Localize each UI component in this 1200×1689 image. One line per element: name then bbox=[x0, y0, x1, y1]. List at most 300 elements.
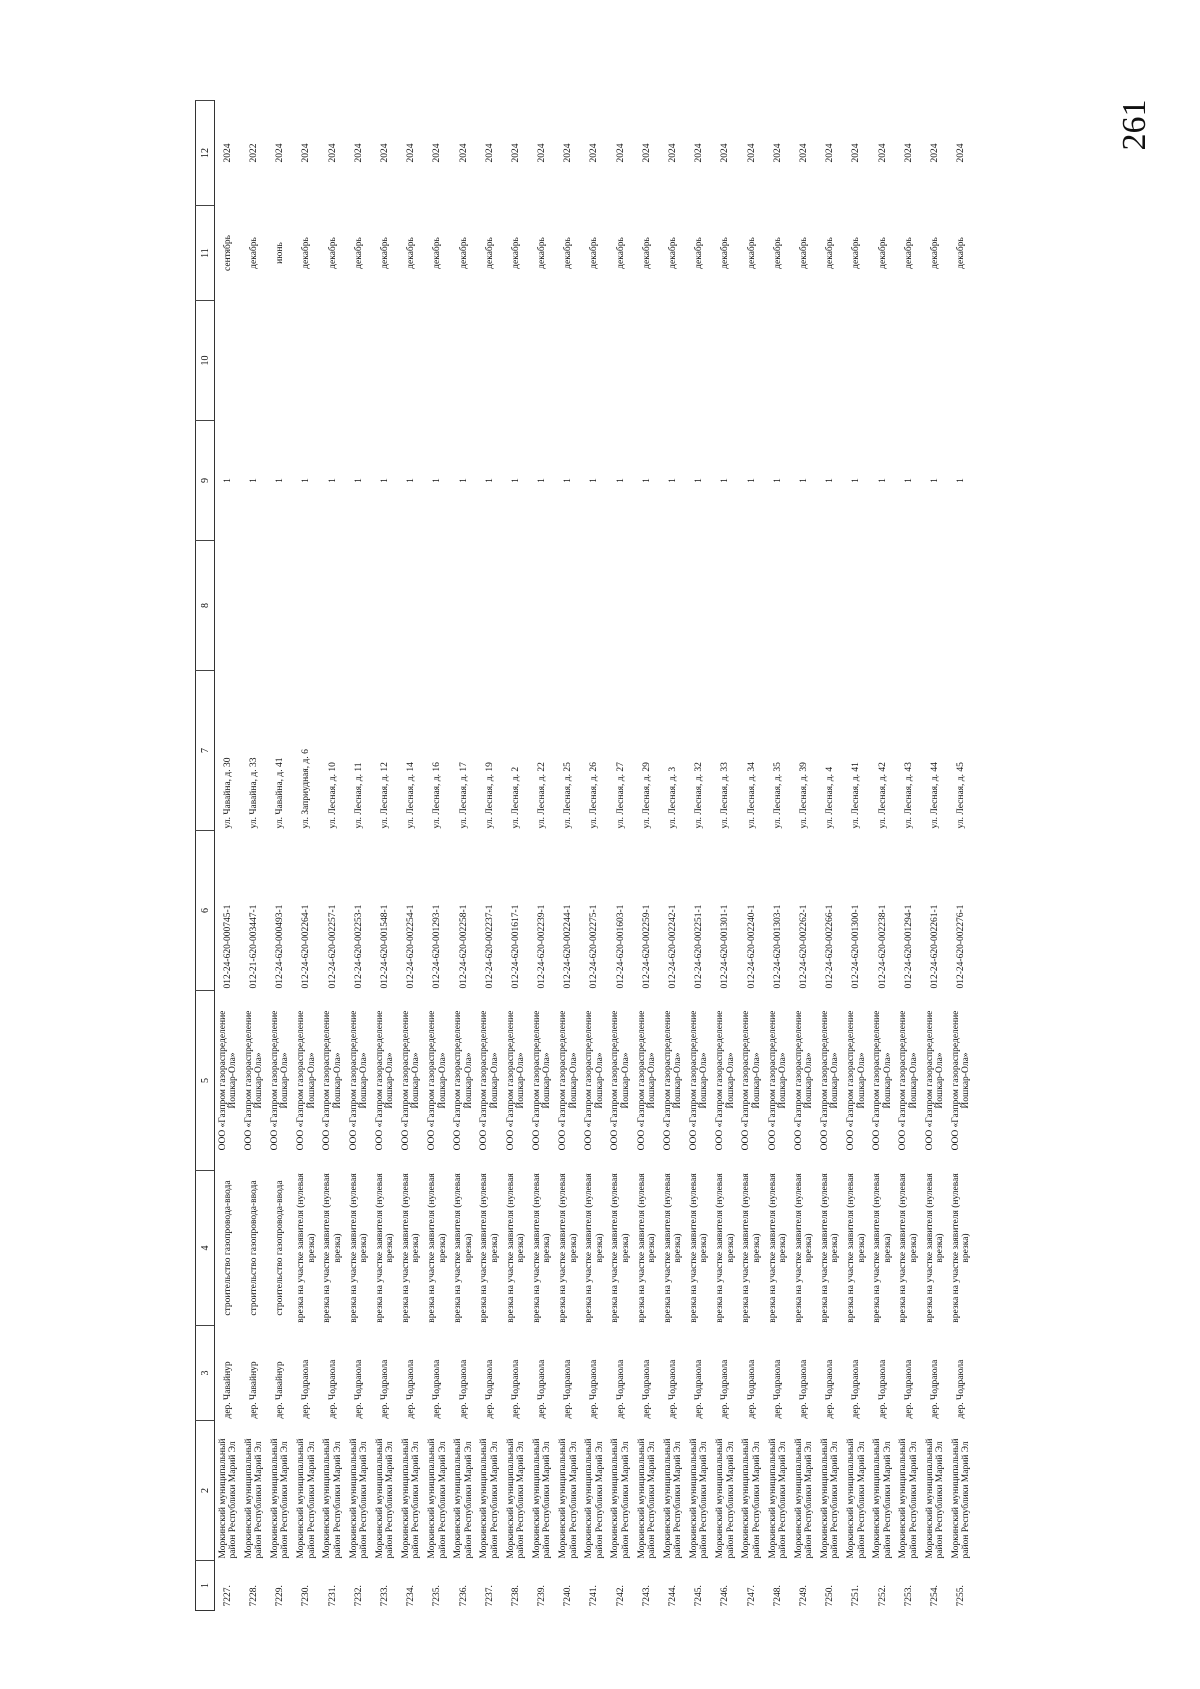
application-code-cell: 012-24-620-002264-1 bbox=[301, 904, 312, 989]
year-cell: 2024 bbox=[615, 143, 626, 163]
locality-cell: дер. Чодраюла bbox=[720, 1359, 731, 1419]
count-cell: 1 bbox=[798, 478, 809, 483]
column-8-cell bbox=[582, 541, 608, 671]
locality-cell: дер. Чодраюла bbox=[301, 1359, 312, 1419]
count-cell: 1 bbox=[851, 478, 862, 483]
application-code-cell: 012-24-620-002239-1 bbox=[537, 904, 548, 989]
work-type-cell: врезка на участке заявителя (нулевая врезка) bbox=[688, 1173, 710, 1323]
district-cell: Моркинский муниципальный район Республики Марий Эл bbox=[662, 1438, 684, 1559]
column-10-cell bbox=[294, 301, 320, 421]
locality-cell: дер. Чодраюла bbox=[353, 1359, 364, 1419]
header-row bbox=[196, 101, 215, 1611]
row-number: 7244. bbox=[668, 1585, 679, 1607]
count-cell: 1 bbox=[929, 478, 940, 483]
year-cell: 2024 bbox=[877, 143, 888, 163]
locality-cell: дер. Чодраюла bbox=[929, 1359, 940, 1419]
column-10-cell bbox=[922, 301, 948, 421]
column-8-cell bbox=[346, 541, 372, 671]
locality-cell: дер. Чодраюла bbox=[956, 1359, 967, 1419]
count-cell: 1 bbox=[222, 478, 233, 483]
work-type-cell: врезка на участке заявителя (нулевая врезка) bbox=[296, 1173, 317, 1323]
organization-cell: ООО «Газпром газораспределение Йошкар-Ола» bbox=[846, 1010, 867, 1151]
month-cell: декабрь bbox=[772, 237, 783, 269]
column-10-cell bbox=[896, 301, 922, 421]
year-cell: 2024 bbox=[641, 143, 652, 163]
table-row bbox=[503, 101, 529, 1611]
address-cell: ул. Лесная, д. 25 bbox=[563, 762, 574, 829]
column-10-cell bbox=[660, 301, 686, 421]
count-cell: 1 bbox=[379, 478, 390, 483]
locality-cell: дер. Чодраюла bbox=[484, 1359, 495, 1419]
district-cell: Моркинский муниципальный район Республики Марий Эл bbox=[741, 1438, 762, 1559]
address-cell: ул. Лесная, д. 22 bbox=[537, 762, 548, 829]
work-type-cell: врезка на участке заявителя (нулевая врезка) bbox=[374, 1173, 396, 1323]
month-cell: декабрь bbox=[877, 237, 888, 269]
table-row bbox=[372, 101, 398, 1611]
rotated-table-container bbox=[195, 101, 972, 1611]
address-cell: ул. Лесная, д. 44 bbox=[929, 762, 940, 829]
locality-cell: дер. Чодраюла bbox=[668, 1359, 679, 1419]
row-number: 7234. bbox=[406, 1585, 417, 1607]
locality-cell: дер. Чодраюла bbox=[537, 1359, 548, 1419]
column-10-cell bbox=[529, 301, 555, 421]
column-10-cell bbox=[844, 301, 870, 421]
column-8-cell bbox=[896, 541, 922, 671]
row-number: 7233. bbox=[379, 1585, 390, 1607]
table-row bbox=[713, 101, 739, 1611]
column-8-cell bbox=[555, 541, 581, 671]
year-cell: 2024 bbox=[406, 143, 417, 163]
table-row bbox=[844, 101, 870, 1611]
locality-cell: дер. Чодраюла bbox=[641, 1359, 652, 1419]
district-cell: Моркинский муниципальный район Республики Марий Эл bbox=[217, 1438, 239, 1559]
organization-cell: ООО «Газпром газораспределение Йошкар-Ола» bbox=[400, 1010, 422, 1151]
district-cell: Моркинский муниципальный район Республики Марий Эл bbox=[427, 1438, 448, 1559]
application-code-cell: 012-24-620-001293-1 bbox=[432, 904, 443, 989]
application-code-cell: 012-24-620-002261-1 bbox=[929, 904, 940, 989]
organization-cell: ООО «Газпром газораспределение Йошкар-Ола» bbox=[898, 1010, 919, 1151]
locality-cell: дер. Чодраюла bbox=[589, 1359, 600, 1419]
application-code-cell: 012-24-620-002238-1 bbox=[877, 904, 888, 989]
count-cell: 1 bbox=[615, 478, 626, 483]
row-number: 7240. bbox=[563, 1585, 574, 1607]
work-type-cell: врезка на участке заявителя (нулевая врезка) bbox=[872, 1173, 893, 1323]
row-number: 7239. bbox=[537, 1585, 548, 1607]
count-cell: 1 bbox=[510, 478, 521, 483]
year-cell: 2024 bbox=[537, 143, 548, 163]
locality-cell: дер. Чодраюла bbox=[432, 1359, 443, 1419]
year-cell: 2024 bbox=[458, 143, 469, 163]
year-cell: 2024 bbox=[563, 143, 574, 163]
work-type-cell: врезка на участке заявителя (нулевая врезка) bbox=[662, 1173, 684, 1323]
row-number: 7230. bbox=[301, 1585, 312, 1607]
month-cell: декабрь bbox=[484, 237, 495, 269]
row-number: 7231. bbox=[327, 1585, 338, 1607]
month-cell: декабрь bbox=[798, 237, 809, 269]
address-cell: ул. Лесная, д. 32 bbox=[694, 762, 705, 829]
organization-cell: ООО «Газпром газораспределение Йошкар-Ола» bbox=[793, 1010, 815, 1151]
year-cell: 2024 bbox=[798, 143, 809, 163]
column-8-cell bbox=[686, 541, 712, 671]
district-cell: Моркинский муниципальный район Республики Марий Эл bbox=[584, 1438, 605, 1559]
column-8-cell bbox=[634, 541, 660, 671]
row-number: 7248. bbox=[772, 1585, 783, 1607]
row-number: 7249. bbox=[798, 1585, 809, 1607]
month-cell: декабрь bbox=[903, 237, 914, 269]
address-cell: ул. Лесная, д. 26 bbox=[589, 762, 600, 829]
organization-cell: ООО «Газпром газораспределение Йошкар-Ола» bbox=[374, 1010, 396, 1151]
organization-cell: ООО «Газпром газораспределение Йошкар-Ола» bbox=[479, 1010, 500, 1151]
month-cell: декабрь bbox=[353, 237, 364, 269]
table-row bbox=[241, 101, 267, 1611]
month-cell: декабрь bbox=[563, 237, 574, 269]
column-8-cell bbox=[529, 541, 555, 671]
column-10-cell bbox=[582, 301, 608, 421]
table-row bbox=[425, 101, 451, 1611]
page-number: 261 bbox=[1116, 99, 1153, 151]
column-header-12: 12 bbox=[196, 101, 215, 206]
application-code-cell: 012-24-620-002237-1 bbox=[484, 904, 495, 989]
column-8-cell bbox=[320, 541, 346, 671]
district-cell: Моркинский муниципальный район Республики Марий Эл bbox=[846, 1438, 867, 1559]
row-number: 7247. bbox=[746, 1585, 757, 1607]
column-8-cell bbox=[241, 541, 267, 671]
month-cell: декабрь bbox=[851, 237, 862, 269]
district-cell: Моркинский муниципальный район Республики Марий Эл bbox=[610, 1438, 631, 1559]
column-8-cell bbox=[372, 541, 398, 671]
count-cell: 1 bbox=[903, 478, 914, 483]
table-row bbox=[582, 101, 608, 1611]
application-code-cell: 012-24-620-000493-1 bbox=[275, 904, 286, 989]
row-number: 7250. bbox=[825, 1585, 836, 1607]
application-code-cell: 012-24-620-001548-1 bbox=[379, 904, 390, 989]
address-cell: ул. Лесная, д. 42 bbox=[877, 762, 888, 829]
row-number: 7242. bbox=[615, 1585, 626, 1607]
locality-cell: дер. Чодраюла bbox=[825, 1359, 836, 1419]
table-row bbox=[791, 101, 817, 1611]
column-header-5: 5 bbox=[196, 991, 215, 1171]
work-type-cell: врезка на участке заявителя (нулевая врезка) bbox=[924, 1173, 946, 1323]
address-cell: ул. Лесная, д. 19 bbox=[484, 762, 495, 829]
organization-cell: ООО «Газпром газораспределение Йошкар-Ола» bbox=[872, 1010, 893, 1151]
column-10-cell bbox=[634, 301, 660, 421]
district-cell: Моркинский муниципальный район Республики Марий Эл bbox=[924, 1438, 946, 1559]
organization-cell: ООО «Газпром газораспределение Йошкар-Ола» bbox=[505, 1010, 527, 1151]
column-header-8: 8 bbox=[196, 541, 215, 671]
table-row bbox=[529, 101, 555, 1611]
month-cell: сентябрь bbox=[222, 235, 233, 271]
work-type-cell: врезка на участке заявителя (нулевая врезка) bbox=[427, 1173, 448, 1323]
row-number: 7243. bbox=[641, 1585, 652, 1607]
address-cell: ул. Чавайна, д. 30 bbox=[222, 757, 233, 829]
organization-cell: ООО «Газпром газораспределение Йошкар-Ола» bbox=[950, 1010, 972, 1151]
district-cell: Моркинский муниципальный район Республики Марий Эл bbox=[767, 1438, 789, 1559]
column-8-cell bbox=[948, 541, 974, 671]
row-number: 7232. bbox=[353, 1585, 364, 1607]
column-8-cell bbox=[660, 541, 686, 671]
table-row bbox=[870, 101, 896, 1611]
count-cell: 1 bbox=[746, 478, 757, 483]
district-cell: Моркинский муниципальный район Республики Марий Эл bbox=[636, 1438, 658, 1559]
column-10-cell bbox=[503, 301, 529, 421]
application-code-cell: 012-24-620-002257-1 bbox=[327, 904, 338, 989]
month-cell: декабрь bbox=[327, 237, 338, 269]
organization-cell: ООО «Газпром газораспределение Йошкар-Ола» bbox=[662, 1010, 684, 1151]
column-header-9: 9 bbox=[196, 421, 215, 541]
district-cell: Моркинский муниципальный район Республики Марий Эл bbox=[898, 1438, 919, 1559]
locality-cell: дер. Чодраюла bbox=[798, 1359, 809, 1419]
year-cell: 2024 bbox=[589, 143, 600, 163]
work-type-cell: врезка на участке заявителя (нулевая врезка) bbox=[453, 1173, 474, 1323]
row-number: 7229. bbox=[275, 1585, 286, 1607]
year-cell: 2024 bbox=[327, 143, 338, 163]
work-type-cell: врезка на участке заявителя (нулевая врезка) bbox=[846, 1173, 867, 1323]
year-cell: 2024 bbox=[903, 143, 914, 163]
column-10-cell bbox=[555, 301, 581, 421]
work-type-cell: врезка на участке заявителя (нулевая врезка) bbox=[479, 1173, 500, 1323]
column-10-cell bbox=[215, 301, 242, 421]
address-cell: ул. Лесная, д. 3 bbox=[668, 766, 679, 829]
table-body bbox=[215, 101, 975, 1611]
year-cell: 2024 bbox=[720, 143, 731, 163]
application-code-cell: 012-24-620-002258-1 bbox=[458, 904, 469, 989]
work-type-cell: врезка на участке заявителя (нулевая врезка) bbox=[950, 1173, 972, 1323]
year-cell: 2024 bbox=[668, 143, 679, 163]
work-type-cell: врезка на участке заявителя (нулевая врезка) bbox=[531, 1173, 553, 1323]
row-number: 7236. bbox=[458, 1585, 469, 1607]
table-row bbox=[896, 101, 922, 1611]
table-row bbox=[346, 101, 372, 1611]
count-cell: 1 bbox=[589, 478, 600, 483]
organization-cell: ООО «Газпром газораспределение Йошкар-Ола» bbox=[243, 1010, 265, 1151]
organization-cell: ООО «Газпром газораспределение Йошкар-Ола» bbox=[217, 1010, 239, 1151]
work-type-cell: врезка на участке заявителя (нулевая врезка) bbox=[558, 1173, 579, 1323]
count-cell: 1 bbox=[275, 478, 286, 483]
column-8-cell bbox=[477, 541, 503, 671]
address-cell: ул. Чавайна, д. 33 bbox=[249, 757, 260, 829]
table-row bbox=[451, 101, 477, 1611]
locality-cell: дер. Чодраюла bbox=[903, 1359, 914, 1419]
application-code-cell: 012-24-620-002240-1 bbox=[746, 904, 757, 989]
work-type-cell: врезка на участке заявителя (нулевая врезка) bbox=[819, 1173, 841, 1323]
work-type-cell: врезка на участке заявителя (нулевая врезка) bbox=[741, 1173, 762, 1323]
address-cell: ул. Лесная, д. 16 bbox=[432, 762, 443, 829]
year-cell: 2024 bbox=[379, 143, 390, 163]
year-cell: 2024 bbox=[772, 143, 783, 163]
organization-cell: ООО «Газпром газораспределение Йошкар-Ола» bbox=[767, 1010, 789, 1151]
organization-cell: ООО «Газпром газораспределение Йошкар-Ола» bbox=[819, 1010, 841, 1151]
address-cell: ул. Лесная, д. 34 bbox=[746, 762, 757, 829]
district-cell: Моркинский муниципальный район Республики Марий Эл bbox=[505, 1438, 527, 1559]
address-cell: ул. Лесная, д. 43 bbox=[903, 762, 914, 829]
work-type-cell: врезка на участке заявителя (нулевая врезка) bbox=[505, 1173, 527, 1323]
locality-cell: дер. Чодраюла bbox=[406, 1359, 417, 1419]
column-10-cell bbox=[267, 301, 293, 421]
organization-cell: ООО «Газпром газораспределение Йошкар-Ола» bbox=[610, 1010, 631, 1151]
count-cell: 1 bbox=[301, 478, 312, 483]
table-row bbox=[660, 101, 686, 1611]
column-10-cell bbox=[791, 301, 817, 421]
month-cell: декабрь bbox=[929, 237, 940, 269]
count-cell: 1 bbox=[694, 478, 705, 483]
column-header-1: 1 bbox=[196, 1561, 215, 1611]
year-cell: 2024 bbox=[510, 143, 521, 163]
locality-cell: дер. Чодраюла bbox=[615, 1359, 626, 1419]
table-row bbox=[267, 101, 293, 1611]
address-cell: ул. Заприудная, д. 6 bbox=[301, 749, 312, 829]
application-code-cell: 012-24-620-002244-1 bbox=[563, 904, 574, 989]
month-cell: декабрь bbox=[510, 237, 521, 269]
locality-cell: дер. Чодраюла bbox=[563, 1359, 574, 1419]
year-cell: 2024 bbox=[432, 143, 443, 163]
district-cell: Моркинский муниципальный район Республики Марий Эл bbox=[950, 1438, 972, 1559]
table-row bbox=[948, 101, 974, 1611]
locality-cell: дер. Чодраюла bbox=[877, 1359, 888, 1419]
organization-cell: ООО «Газпром газораспределение Йошкар-Ола» bbox=[688, 1010, 710, 1151]
district-cell: Моркинский муниципальный район Республики Марий Эл bbox=[531, 1438, 553, 1559]
application-code-cell: 012-24-620-002259-1 bbox=[641, 904, 652, 989]
month-cell: декабрь bbox=[249, 237, 260, 269]
row-number: 7253. bbox=[903, 1585, 914, 1607]
address-cell: ул. Лесная, д. 2 bbox=[510, 766, 521, 829]
column-header-7: 7 bbox=[196, 671, 215, 831]
table-row bbox=[320, 101, 346, 1611]
year-cell: 2024 bbox=[301, 143, 312, 163]
work-type-cell: строительство газопровода-ввода bbox=[275, 1180, 286, 1316]
column-10-cell bbox=[398, 301, 424, 421]
organization-cell: ООО «Газпром газораспределение Йошкар-Ола» bbox=[924, 1010, 946, 1151]
organization-cell: ООО «Газпром газораспределение Йошкар-Ола» bbox=[715, 1010, 736, 1151]
count-cell: 1 bbox=[641, 478, 652, 483]
work-type-cell: врезка на участке заявителя (нулевая врезка) bbox=[898, 1173, 919, 1323]
column-8-cell bbox=[765, 541, 791, 671]
month-cell: декабрь bbox=[615, 237, 626, 269]
month-cell: декабрь bbox=[379, 237, 390, 269]
organization-cell: ООО «Газпром газораспределение Йошкар-Ола» bbox=[269, 1010, 291, 1151]
district-cell: Моркинский муниципальный район Республики Марий Эл bbox=[715, 1438, 736, 1559]
month-cell: декабрь bbox=[458, 237, 469, 269]
work-type-cell: строительство газопровода-ввода bbox=[249, 1180, 260, 1316]
month-cell: декабрь bbox=[301, 237, 312, 269]
organization-cell: ООО «Газпром газораспределение Йошкар-Ола» bbox=[427, 1010, 448, 1151]
work-type-cell: врезка на участке заявителя (нулевая врезка) bbox=[610, 1173, 631, 1323]
district-cell: Моркинский муниципальный район Республики Марий Эл bbox=[819, 1438, 841, 1559]
application-code-cell: 012-24-620-001301-1 bbox=[720, 904, 731, 989]
column-header-3: 3 bbox=[196, 1326, 215, 1421]
application-code-cell: 012-24-620-002275-1 bbox=[589, 904, 600, 989]
count-cell: 1 bbox=[249, 478, 260, 483]
table-row bbox=[739, 101, 765, 1611]
application-code-cell: 012-24-620-001603-1 bbox=[615, 904, 626, 989]
column-8-cell bbox=[713, 541, 739, 671]
address-cell: ул. Лесная, д. 29 bbox=[641, 762, 652, 829]
district-cell: Моркинский муниципальный район Республики Марий Эл bbox=[479, 1438, 500, 1559]
table-row bbox=[817, 101, 843, 1611]
application-code-cell: 012-24-620-001300-1 bbox=[851, 904, 862, 989]
month-cell: декабрь bbox=[537, 237, 548, 269]
column-header-11: 11 bbox=[196, 206, 215, 301]
count-cell: 1 bbox=[563, 478, 574, 483]
column-10-cell bbox=[870, 301, 896, 421]
count-cell: 1 bbox=[406, 478, 417, 483]
application-code-cell: 012-24-620-001303-1 bbox=[772, 904, 783, 989]
application-code-cell: 012-24-620-001294-1 bbox=[903, 904, 914, 989]
column-10-cell bbox=[817, 301, 843, 421]
work-type-cell: строительство газопровода-ввода bbox=[222, 1180, 233, 1316]
year-cell: 2022 bbox=[249, 143, 260, 163]
address-cell: ул. Лесная, д. 27 bbox=[615, 762, 626, 829]
work-type-cell: врезка на участке заявителя (нулевая врезка) bbox=[400, 1173, 422, 1323]
count-cell: 1 bbox=[458, 478, 469, 483]
column-8-cell bbox=[294, 541, 320, 671]
organization-cell: ООО «Газпром газораспределение Йошкар-Ола» bbox=[636, 1010, 658, 1151]
year-cell: 2024 bbox=[851, 143, 862, 163]
work-type-cell: врезка на участке заявителя (нулевая врезка) bbox=[715, 1173, 736, 1323]
district-cell: Моркинский муниципальный район Республики Марий Эл bbox=[793, 1438, 815, 1559]
month-cell: декабрь bbox=[746, 237, 757, 269]
address-cell: ул. Лесная, д. 39 bbox=[798, 762, 809, 829]
column-10-cell bbox=[346, 301, 372, 421]
month-cell: декабрь bbox=[589, 237, 600, 269]
table-row bbox=[686, 101, 712, 1611]
column-header-2: 2 bbox=[196, 1421, 215, 1561]
district-cell: Моркинский муниципальный район Республики Марий Эл bbox=[558, 1438, 579, 1559]
organization-cell: ООО «Газпром газораспределение Йошкар-Ола» bbox=[348, 1010, 370, 1151]
column-10-cell bbox=[739, 301, 765, 421]
column-10-cell bbox=[241, 301, 267, 421]
column-8-cell bbox=[267, 541, 293, 671]
organization-cell: ООО «Газпром газораспределение Йошкар-Ола» bbox=[558, 1010, 579, 1151]
address-cell: ул. Лесная, д. 41 bbox=[851, 762, 862, 829]
column-10-cell bbox=[320, 301, 346, 421]
locality-cell: дер. Чавайнур bbox=[275, 1361, 286, 1419]
month-cell: декабрь bbox=[720, 237, 731, 269]
column-8-cell bbox=[844, 541, 870, 671]
district-cell: Моркинский муниципальный район Республики Марий Эл bbox=[374, 1438, 396, 1559]
count-cell: 1 bbox=[956, 478, 967, 483]
column-10-cell bbox=[451, 301, 477, 421]
locality-cell: дер. Чавайнур bbox=[249, 1361, 260, 1419]
row-number: 7245. bbox=[694, 1585, 705, 1607]
table-row bbox=[608, 101, 634, 1611]
locality-cell: дер. Чодраюла bbox=[851, 1359, 862, 1419]
organization-cell: ООО «Газпром газораспределение Йошкар-Ола» bbox=[531, 1010, 553, 1151]
work-type-cell: врезка на участке заявителя (нулевая врезка) bbox=[767, 1173, 789, 1323]
row-number: 7241. bbox=[589, 1585, 600, 1607]
row-number: 7235. bbox=[432, 1585, 443, 1607]
table-row bbox=[477, 101, 503, 1611]
row-number: 7228. bbox=[249, 1585, 260, 1607]
column-8-cell bbox=[503, 541, 529, 671]
column-10-cell bbox=[713, 301, 739, 421]
locality-cell: дер. Чодраюла bbox=[510, 1359, 521, 1419]
column-8-cell bbox=[425, 541, 451, 671]
locality-cell: дер. Чодраюла bbox=[772, 1359, 783, 1419]
application-code-cell: 012-24-620-000745-1 bbox=[222, 904, 233, 989]
application-code-cell: 012-24-620-001617-1 bbox=[510, 904, 521, 989]
work-type-cell: врезка на участке заявителя (нулевая врезка) bbox=[348, 1173, 370, 1323]
row-number: 7252. bbox=[877, 1585, 888, 1607]
application-code-cell: 012-24-620-002254-1 bbox=[406, 904, 417, 989]
table-row bbox=[294, 101, 320, 1611]
organization-cell: ООО «Газпром газораспределение Йошкар-Ола» bbox=[584, 1010, 605, 1151]
table-row bbox=[634, 101, 660, 1611]
district-cell: Моркинский муниципальный район Республики Марий Эл bbox=[322, 1438, 343, 1559]
row-number: 7251. bbox=[851, 1585, 862, 1607]
year-cell: 2024 bbox=[956, 143, 967, 163]
count-cell: 1 bbox=[668, 478, 679, 483]
count-cell: 1 bbox=[484, 478, 495, 483]
